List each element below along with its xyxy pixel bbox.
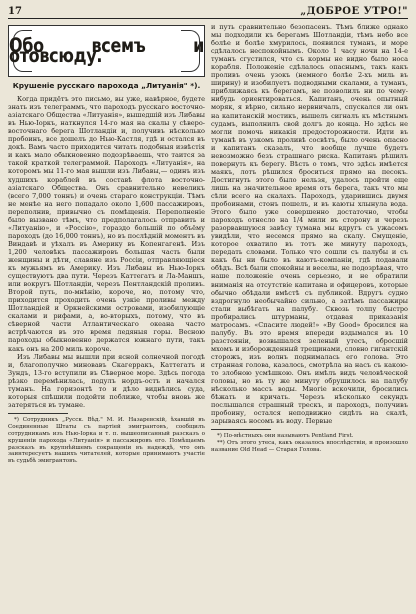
article-paragraph: Изъ Либавы мы вышли при ясной солнечной погодѣ и, благополучно миновавъ Скагерракъ, Каттегатъ и Зундъ, 13-го вступили въ Сѣверное море. Здѣсь погода рѣзко перемѣнилась, подулъ нордъ-остъ и начался туманъ. На горизонтѣ то и дѣло виднѣлись суда, которыя спѣшили подойти поближе, чтобы вновь же затеряться въ тумане.	[8, 352, 205, 409]
footnote: *) По-мѣстныхъ они называютъ Pentland First.	[217, 433, 354, 440]
page-header	[8, 4, 408, 19]
section-banner	[8, 25, 205, 77]
article-paragraph: и путь сравнительно безопасенъ. Тѣмъ ближе однако мы подходили къ берегамъ Шотландіи, тѣмъ небо все болѣе и болѣе хмурилось, появился туманъ, и море сдѣлалось неспокойнымъ. Около 1 часу ночи на 14-е туманъ сгустился, что съ кормы не видно было носа корабля. Положеніе сдѣлалось опаснымъ, такъ какъ проливъ очень узокъ (немного болѣе 2-хъ миль въ ширину) и изобилуетъ подводными скалами, а туманъ, приближаясь къ берегамъ, не позволилъ ни по чему-нибудь ориентироваться. Капитанъ, очень опытный моряк, я вѣрно, сильно нервничалъ, спускался ли онъ на капитанскій мостикъ, вышелъ сигналъ къ мѣстнымъ судамъ, выполнилъ свой долгъ до конца. Но здѣсь не могли помочь никакія предосторожности. Идти въ туманѣ въ узкомъ проливѣ сосвѣтъ, было очень опасно и капитанъ сказалъ, что вообще лучше будетъ невозможно безъ страшнаго риска. Капитанъ рѣшилъ повернуть къ берегу. Вѣсть о томъ, что здѣсь имѣется маякъ, лотъ рѣшился броситься прямо на песокъ. Достигнуть этого было нельзя, удалось пройти еще лишь на значительное время отъ берега, такъ что мы сѣли всего на скалахъ. Пароходъ, ударившись двумя пробоинами, стонъ пошелъ, и въ каюты хлынула вода. Этого было уже совершенно достаточно, чтобы пароходъ отнесло на 1/4 мили въ сторону и черезъ разорвавшуюся завѣсу тумана мы вдругъ съ ужасомъ увидѣли, что несемся прямо на скалу. Смущеніе, которое охватило въ тотъ же минуту пароходъ, передать словами. Только что сошли съ палубы и съ какъ бы ни было въ каютъ-компаніи, гдѣ подавали обѣдъ. Всѣ были спокойны и веселы, не подозрѣвая, что наше положеніе очень серьезно, и не обратили вниманія на отсутствіе капитана и офицеровъ, которые обычно обѣдали вмѣстѣ съ публикой. Вдругъ судно вздрогнуло необычайно сильно, а затѣмъ пассажиры стали выбѣгать на палубу. Сквозь толпу быстро пробирались штурманы, отдавая приказанія матросамъ. «Спасите людей!» «By Good» бросился на палубу. Въ это время впереди вздымался въ 10 разстояніи, возвышался зеленый утесъ, обросшій мхомъ и изборожденный трещинами, словно гигантскій сторожъ, изъ волнъ поднималась его голова. Это странная голова, казалось, смотрѣла на насъ съ какою-то злобною усмѣшкою. Онъ имѣлъ видъ человѣческой головы, но въ ту же минуту обрушилось на палубу нѣсколько массъ воды. Многіе вскочили, бросились бѣжать и кричать. Черезъ нѣсколько секундъ послышался страшный трескъ, и пароходъ, получивъ пробоину, остался неподвижно сидѣть на скалѣ, зарываясь носомъ въ воду. Первые	[211, 23, 408, 426]
footnote-rule	[8, 413, 68, 414]
two-column-body	[8, 23, 408, 465]
article-paragraph: Когда придётъ это письмо, вы уже, навѣрное, будете знать изъ телеграммъ, что пароходъ русскаго восточно-азіатскаго Общества «Литуанія», вышедшій изъ Либавы въ Нью-Іоркъ, наткнулся 14-го мая на скалы у сѣверо-восточнаго берега Шотландіи и, получивъ нѣсколько пробоинъ, все дошелъ до Нью-Кастля, гдѣ и остался въ докѣ. Вамъ часто приходится читать подобныя извѣстія и какъ мало обыкновенно подозрѣваешь, что таится за такой краткой телеграммой. Пароходъ «Литуанія», на которомъ мы 11-го мая вышли изъ Либавы,— одинъ изъ худшихъ кораблей въ составѣ флота восточно-азіатскаго Общества. Онъ сравнительно невеликъ (всего 7,000 тоннъ) и очень стараго конструкціи. Тѣмъ не менѣе на него попадало около 1,600 пассажировъ, переполнив, привычно съ помѣщенія. Переполненіе было вызвано тѣмъ, что предполагалось отправить и «Литуанію», и «Россію», гораздо большій по объёму пароходъ (до 16,000 тоннъ), но въ послѣдній моментъ въ Виндавѣ и уѣхалъ въ Америку въ Копенгагенѣ. Изъ 1,200 человѣкъ пассажировъ большая часть были женщины и дѣти, славяне изъ Россіи, отправляющіеся къ мужьямъ въ Америку. Изъ Либавы въ Нью-Іоркъ существуютъ два пути. Черезъ Каттегатъ и Ла-Маншъ, или вокругъ Шотландіи, черезъ Пентландскій проливъ. Второй путь, по-мнѣнію, короче, но, потому что, приходится проходить очень узкіе проливы между Шотландіей и Оркнейскими островами, изобилующіе скалами и рифами, а, во-вторыхъ, потому, что въ сѣверной части Атлантическаго океана часто встрѣчаются въ это время ледяныя горы. Весною пароходы обыкновенно держатся южнаго пути, такъ какъ онъ на 200 миль короче.	[8, 95, 205, 353]
banner-ornament-right	[181, 30, 200, 72]
page-number: 17	[8, 5, 22, 17]
article-subheading: Крушеніе русскаго парохода „Литуанія" *).	[12, 81, 201, 90]
footnote: *) Сотрудникъ „Русск. Вѣд." М. И. Назаревскій, ѣхавшій въ Соединенные Штаты съ партіей эмигрантовъ, сообщилъ сотрудникамъ изъ Нью-Іорка и т. п. вышеописанный разсказъ о крушеніи парохода «Литуанія» и пассажировъ его. Помѣщаемъ разсказъ въ крупнѣйшемъ сокращеніи въ надеждѣ, что онъ заинтересуетъ нашихъ читателей, которые принимаютъ участіе въ судьбѣ эмигрантовъ.	[8, 416, 205, 465]
footnote: **) Отъ этого утеса, какъ оказалось впослѣдствіи, и произошло название Old Head — Старая Голова.	[211, 440, 408, 454]
left-column	[8, 23, 205, 465]
footnote-rule	[211, 429, 271, 430]
journal-title: „ДОБРОЕ УТРО!"	[300, 5, 408, 17]
right-column	[211, 23, 408, 465]
section-title: Обо всемъ и отовсюду.	[9, 34, 204, 67]
